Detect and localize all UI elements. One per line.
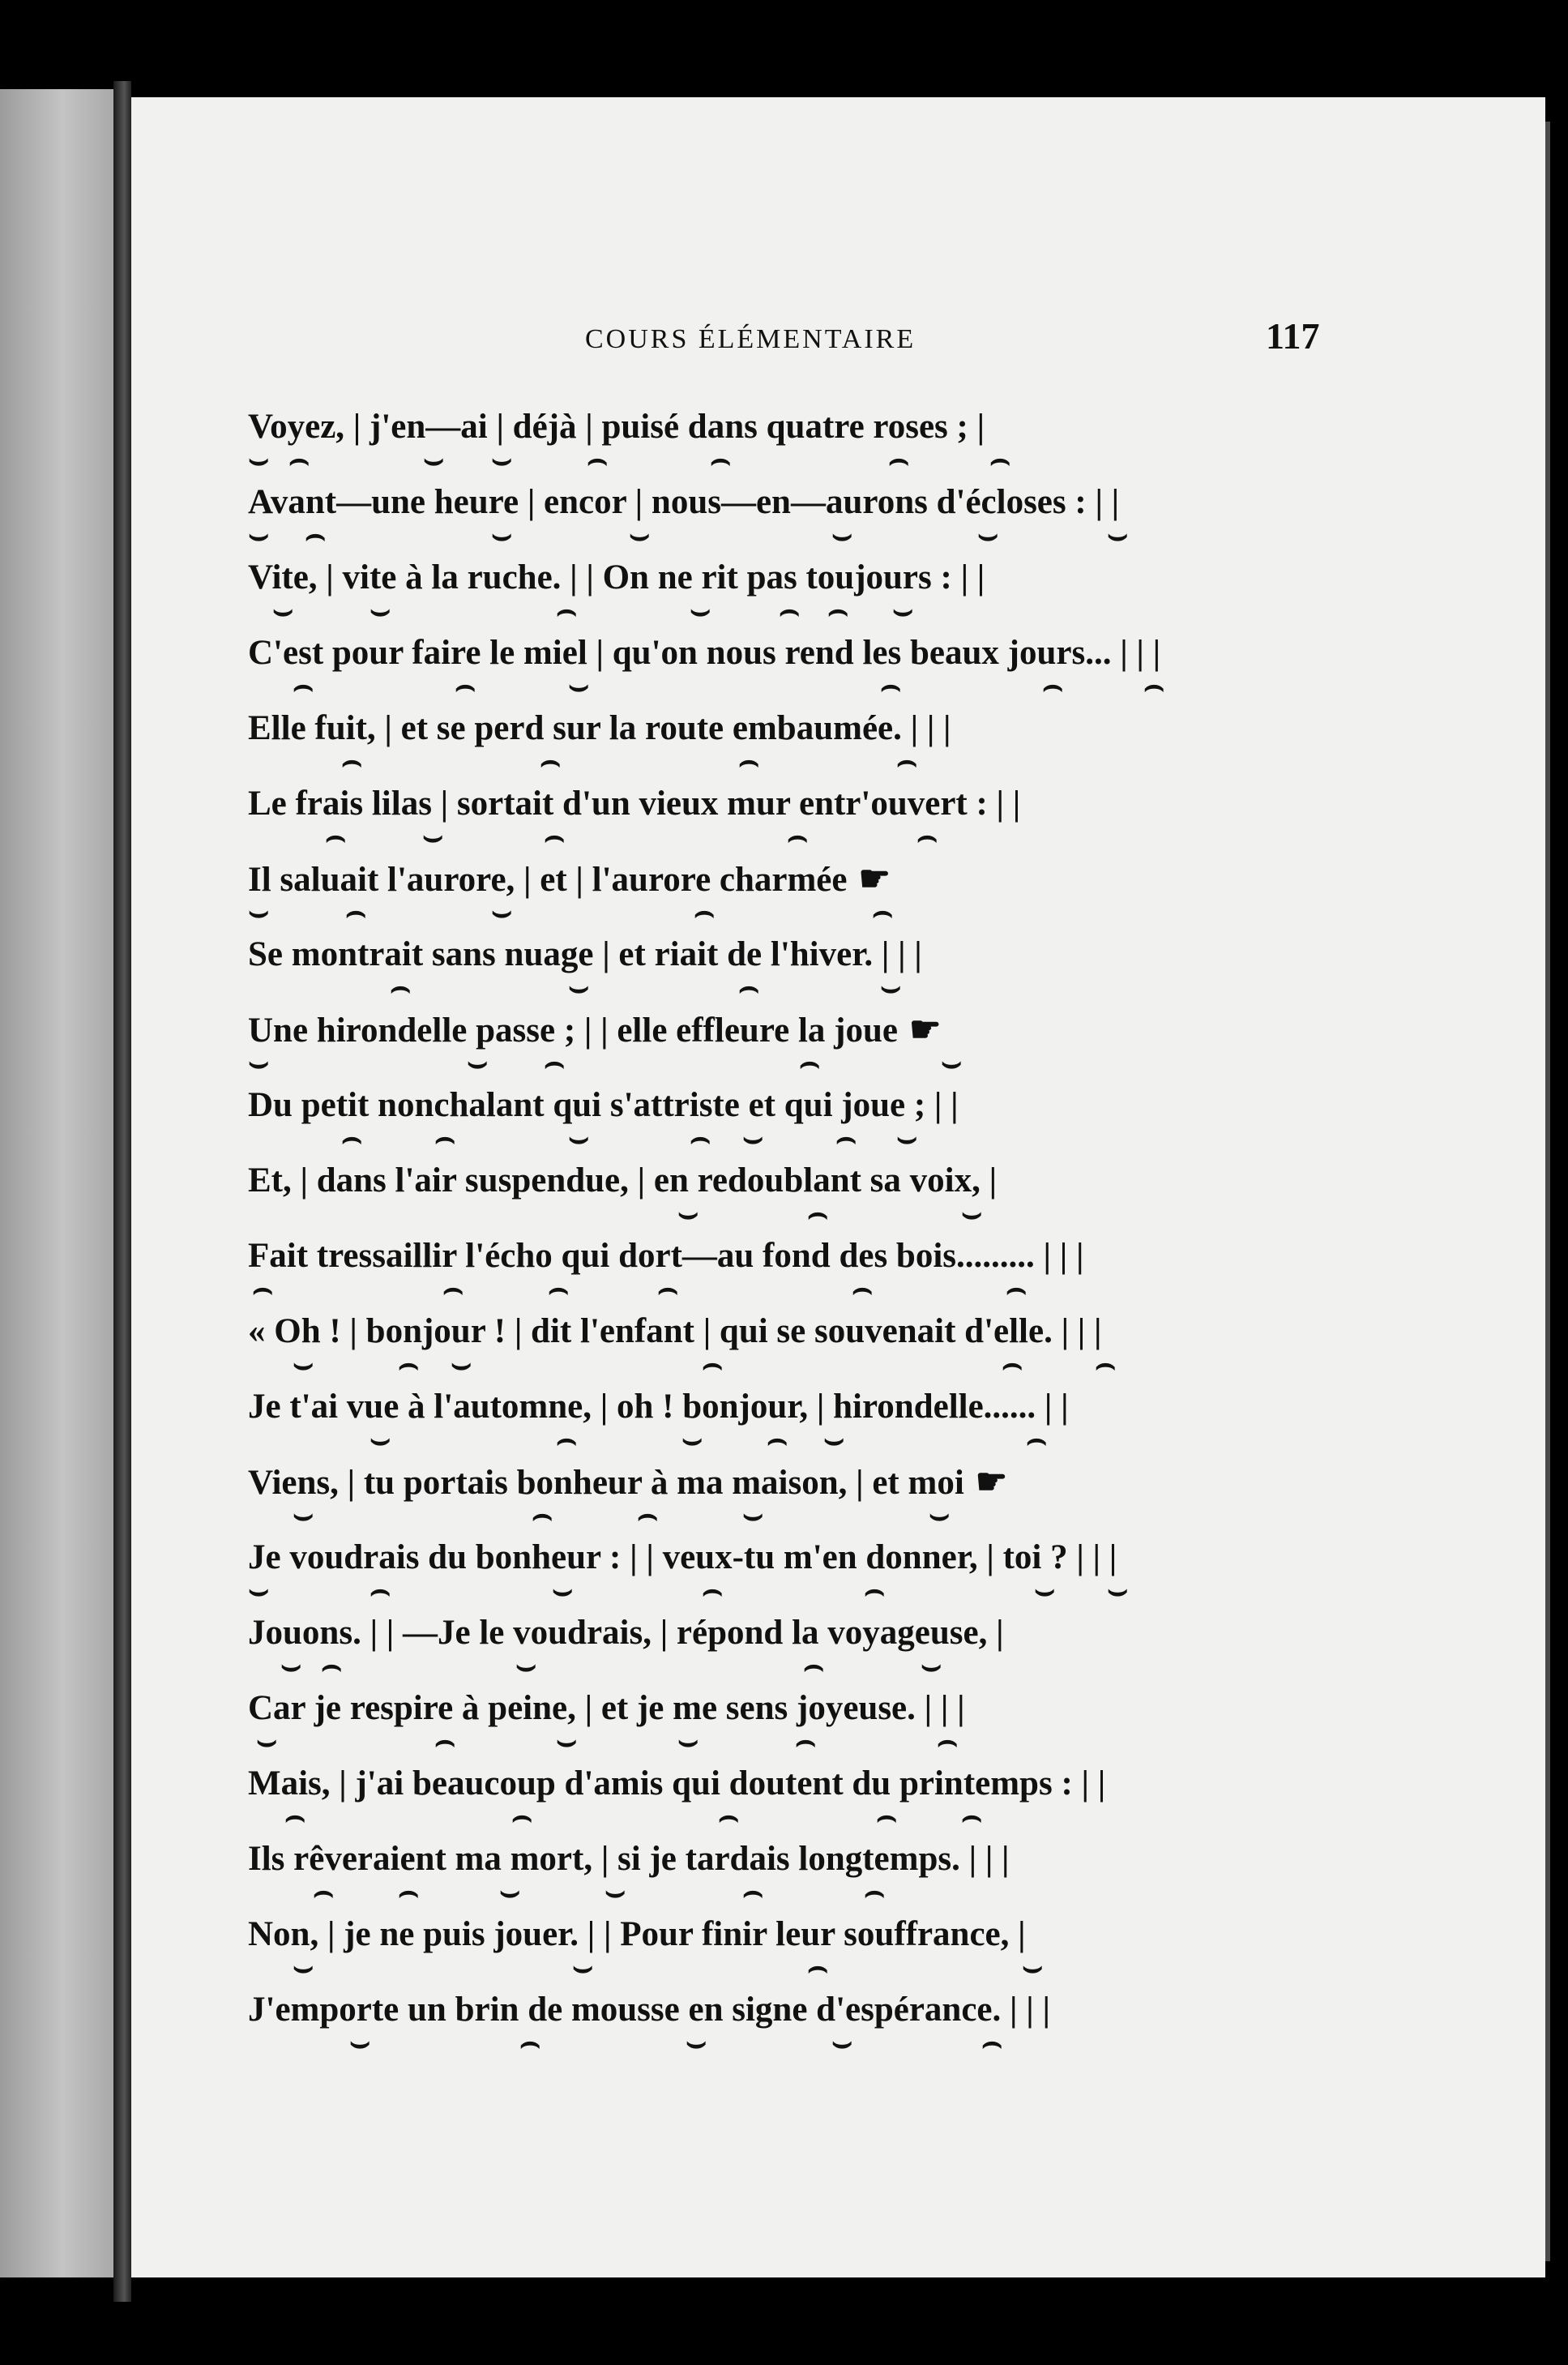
verse-line-text: Se montrait sans nuage | et riait de l'hiver. | | | [248, 935, 922, 973]
liaison-marks: ⌣ ⌢ ⌣ ⌣ ⌢ ⌢ [256, 1722, 959, 1759]
liaison-marks: ⌣ ⌢ ⌣ [677, 1195, 983, 1231]
verse-line-text: Vite, | vite à la ruche. | | On ne rit pas toujours : | | [248, 558, 985, 597]
verse-line-text: Le frais lilas | sortait d'un vieux mur entr'ouvert : | | [248, 785, 1021, 823]
pointing-hand-icon: ☛ [858, 859, 891, 899]
verse-line-text: Non, | je ne puis jouer. | | Pour finir leur souffrance, | [248, 1915, 1026, 1953]
verse-line [248, 1988, 1415, 2063]
page-number: 117 [1266, 315, 1320, 357]
facing-page-edge [0, 89, 113, 2277]
verse-line [248, 1234, 1415, 1310]
verse-line [248, 1008, 1415, 1084]
liaison-marks: ⌣ ⌣ ⌢ ⌢ ⌣ [248, 1044, 963, 1080]
pointing-hand-icon: ☛ [975, 1462, 1008, 1502]
liaison-marks: ⌣ ⌣ ⌢ ⌣ [293, 1948, 1044, 1985]
liaison-marks: ⌣ ⌢ ⌣ ⌢ ⌢ [248, 893, 894, 930]
verse-line-text: Et, | dans l'air suspendue, | en redoublant sa voix, | [248, 1161, 998, 1200]
verse-line [248, 556, 1415, 631]
liaison-marks: ⌢ ⌢ ⌢ ⌢ [341, 742, 918, 779]
poem-body [248, 405, 1415, 2063]
verse-line [248, 1385, 1415, 1460]
liaison-marks: ⌣ ⌢ ⌣ ⌢ ⌣ [280, 1647, 942, 1683]
verse-line-text: Jouons. | | —Je le voudrais, | répond la voyageuse, | [248, 1614, 1004, 1652]
verse-line-text [248, 857, 1415, 902]
verse-line-text: Du petit nonchalant qui s'attriste et qui joue ; | | [248, 1086, 959, 1124]
page-right-edge [1545, 122, 1550, 2261]
verse-line-text: Je t'ai vue à l'automne, | oh ! bonjour, | hirondelle...... | | [248, 1388, 1069, 1426]
verse-line [248, 1687, 1415, 1762]
liaison-marks: ⌢ ⌢ ⌣ ⌣ ⌢ ⌢ [313, 1873, 886, 1910]
pointing-hand-icon: ☛ [909, 1010, 942, 1050]
verse-line-text: Ils rêveraient ma mort, | si je tardais longtemps. | | | [248, 1840, 1010, 1878]
verse-line [248, 1084, 1415, 1159]
liaison-marks: ⌣ ⌢ ⌣ ⌢ ⌢ ⌢ [293, 1345, 1117, 1382]
liaison-marks: ⌣ ⌢ ⌣ ⌣ ⌢ ⌢ ⌢ ⌢ [248, 441, 1011, 477]
verse-line [248, 933, 1415, 1008]
liaison-marks: ⌣ ⌢ ⌣ ⌣ ⌢ [349, 2024, 1003, 2060]
liaison-marks: ⌣ ⌣ ⌢ ⌣ ⌢ ⌢ ⌣ [272, 592, 914, 628]
verse-line-words: Une hirondelle passe ; | | elle effleure la joue [248, 1011, 898, 1050]
liaison-marks: ⌢ ⌢ ⌣ ⌢ ⌣ ⌢ ⌣ [341, 1119, 918, 1156]
liaison-marks: ⌣ ⌢ ⌣ ⌢ ⌢ ⌣ ⌣ [248, 1572, 1129, 1608]
verse-line [248, 1159, 1415, 1234]
verse-line [248, 1837, 1415, 1913]
verse-line [248, 631, 1415, 707]
verse-line-text: J'emporte un brin de mousse en signe d'espérance. | | | [248, 1991, 1050, 2029]
verse-line [248, 1913, 1415, 1988]
verse-line [248, 1762, 1415, 1837]
verse-line [248, 782, 1415, 857]
liaison-marks: ⌢ ⌢ ⌢ ⌢ ⌢ [284, 1798, 983, 1834]
verse-line-words: Il saluait l'aurore, | et | l'aurore charmée [248, 861, 848, 899]
verse-line [248, 405, 1415, 481]
liaison-marks: ⌢ ⌢ ⌣ ⌢ ⌢ ⌢ [293, 667, 1165, 704]
liaison-marks: ⌢ ⌣ ⌢ ⌣ [390, 969, 902, 1005]
verse-line-text: Avant—une heure | encor | nous—en—aurons d'écloses : | | [248, 483, 1120, 521]
running-title: COURS ÉLÉMENTAIRE [585, 324, 916, 354]
verse-line [248, 1611, 1415, 1687]
verse-line-words: Viens, | tu portais bonheur à ma maison, | et moi [248, 1464, 964, 1502]
verse-line [248, 1536, 1415, 1611]
verse-line-text: Elle fuit, | et se perd sur la route embaumée. | | | [248, 709, 951, 747]
verse-line [248, 1310, 1415, 1385]
verse-line-text: Je voudrais du bonheur : | | veux-tu m'en donner, | toi ? | | | [248, 1538, 1117, 1576]
verse-line-text: C'est pour faire le miel | qu'on nous rend les beaux jours... | | | [248, 634, 1161, 672]
verse-line-text: Fait tressaillir l'écho qui dort—au fond des bois......... | | | [248, 1237, 1084, 1275]
liaison-marks: ⌣ ⌢ ⌢ ⌣ ⌣ [293, 1496, 951, 1533]
verse-line-text: Car je respire à peine, | et je me sens joyeuse. | | | [248, 1689, 965, 1727]
verse-line-text: Voyez, | j'en—ai | déjà | puisé dans quatre roses ; | [248, 408, 985, 446]
liaison-marks: ⌢ ⌢ ⌢ ⌢ ⌢ ⌢ [252, 1270, 1028, 1307]
book-gutter [113, 81, 131, 2302]
liaison-marks: ⌣ ⌢ ⌣ ⌣ ⌣ ⌣ ⌣ [248, 516, 1129, 553]
verse-line-text: Mais, | j'ai beaucoup d'amis qui doutent du printemps : | | [248, 1764, 1106, 1803]
liaison-marks: ⌣ ⌢ ⌣ ⌢ ⌣ ⌢ [370, 1421, 1048, 1457]
verse-line [248, 707, 1415, 782]
verse-line [248, 1460, 1415, 1536]
liaison-marks: ⌢ ⌣ ⌢ ⌢ ⌢ [325, 818, 938, 854]
verse-line-text [248, 1460, 1415, 1505]
verse-line-text [248, 1008, 1415, 1053]
verse-line [248, 481, 1415, 556]
verse-line-text: « Oh ! | bonjour ! | dit l'enfant | qui se souvenait d'elle. | | | [248, 1312, 1102, 1350]
verse-line [248, 857, 1415, 933]
